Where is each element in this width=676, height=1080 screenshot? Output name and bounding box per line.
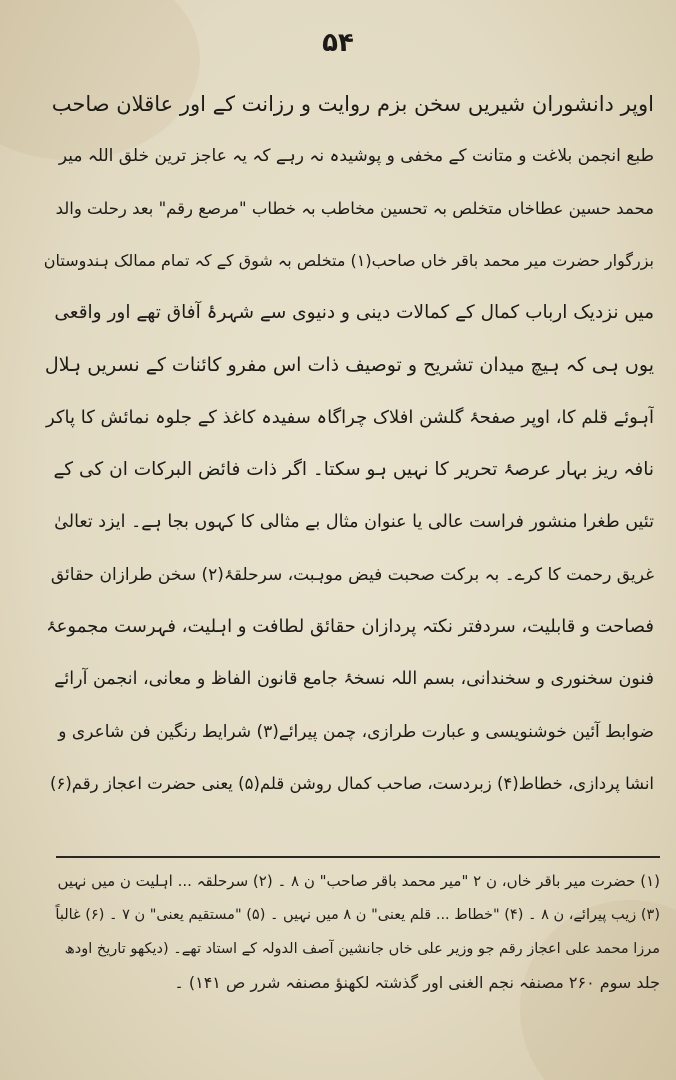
page-number: ۵۴ bbox=[322, 28, 354, 58]
text-line: طبع انجمن بلاغت و متانت کے مخفی و پوشیدہ نہ رہے کہ یہ عاجز ترین خلق اللہ میر bbox=[58, 146, 654, 167]
footnote-line: (۱) حضرت میر باقر خاں، ن ۲ "میر محمد باقر صاحب" ن ۸ ۔ (۲) سرحلقہ ... اہلیت ن میں نہیں bbox=[57, 872, 660, 890]
text-line: بزرگوار حضرت میر محمد باقر خاں صاحب(۱) متخلص بہ شوق کے کہ تمام ممالک ہندوستان bbox=[44, 250, 654, 270]
text-line: انشا پردازی، خطاط(۴) زبردست، صاحب کمال روشن قلم(۵) یعنی حضرت اعجاز رقم(۶) bbox=[50, 773, 654, 793]
footnote-line: مرزا محمد علی اعجاز رقم جو وزیر علی خاں جانشین آصف الدولہ کے استاد تھے۔ (دیکھو تاریخ اودھ bbox=[64, 941, 660, 957]
text-line: میں نزدیک ارباب کمال کے کمالات دینی و دنیوی سے شہرۂ آفاق تھے اور واقعی bbox=[54, 302, 654, 324]
text-line: غریق رحمت کا کرے۔ بہ برکت صحبت فیض موہبت، سرحلقۂ(۲) سخن طرازان حقائق bbox=[50, 564, 654, 585]
text-line: نافہ ریز بہار عرصۂ تحریر کا نہیں ہو سکتا۔ اگر ذات فائض البرکات ان کی کے bbox=[53, 459, 654, 481]
footnote-line: (۳) زیب پیرائے، ن ۸ ۔ (۴) "خطاط ... قلم یعنی" ن ۸ میں نہیں ۔ (۵) "مستقیم یعنی" ن ۷ ۔ (۶) غالباً bbox=[55, 907, 660, 923]
text-line: فصاحت و قابلیت، سردفتر نکتہ پردازان حقائق لطافت و اہلیت، فہرست مجموعۂ bbox=[46, 615, 654, 637]
text-line: تئیں طغرا منشور فراست عالی یا عنوان مثال بے مثالی کا کہوں بجا ہے۔ ایزد تعالیٰ bbox=[54, 512, 654, 533]
footnote-line: جلد سوم ۲۶۰ مصنفہ نجم الغنی اور گذشتہ لکھنؤ مصنفہ شرر ص ۱۴۱) ۔ bbox=[174, 973, 660, 992]
footnotes bbox=[48, 864, 660, 1000]
text-line: ضوابط آئین خوشنویسی و عبارت طرازی، چمن پیرائے(۳) شرایط رنگین فن شاعری و bbox=[58, 721, 654, 742]
text-line: آہوئے قلم کا، اوپر صفحۂ گلشن افلاک چراگاہ سفیدہ کاغذ کے جلوہ نمائش کا پاکر bbox=[46, 406, 654, 428]
footnote-divider bbox=[56, 856, 660, 858]
text-line: یوں ہی کہ ہیچ میدان تشریح و توصیف ذات اس مفرو کائنات کے نسریں ہلال bbox=[44, 354, 654, 377]
text-line: فنون سخنوری و سخندانی، بسم اللہ نسخۂ جامع قانون الفاظ و معانی، انجمن آرائے bbox=[54, 669, 654, 690]
body-text bbox=[44, 78, 654, 810]
text-line: محمد حسین عطاخاں متخلص بہ تحسین مخاطب بہ خطاب "مرصع رقم" بعد رحلت والد bbox=[55, 198, 654, 218]
text-line: اوپر دانشوران شیریں سخن بزم روایت و رزانت کے اور عاقلان صاحب bbox=[51, 92, 654, 116]
